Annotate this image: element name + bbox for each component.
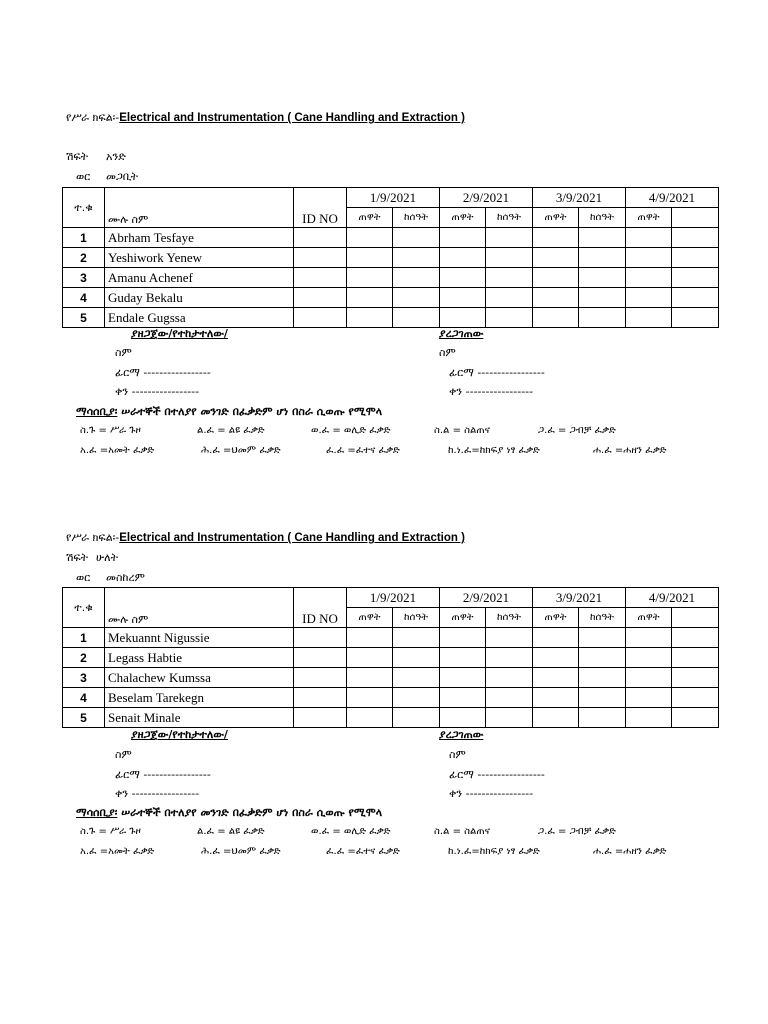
- col-header-no: ተ.ቁ: [63, 588, 105, 628]
- table-row: [63, 228, 719, 248]
- id-cell[interactable]: [294, 708, 347, 728]
- attendance-cell[interactable]: [533, 268, 579, 288]
- table-row: [63, 668, 719, 688]
- prepared-by-title: ያዘጋጀው/የተከታተለው/: [131, 728, 228, 741]
- employee-name: Guday Bekalu: [105, 288, 294, 308]
- month-value: መስከረም: [106, 571, 145, 584]
- department-line: [66, 531, 465, 545]
- date-header: 4/9/2021: [626, 588, 719, 608]
- date-header: 3/9/2021: [533, 588, 626, 608]
- attendance-cell[interactable]: [486, 228, 533, 248]
- legend-item: አ.ፈ =አመት ፈቃድ: [80, 846, 155, 857]
- employee-name: Senait Minale: [105, 708, 294, 728]
- attendance-cell[interactable]: [579, 688, 626, 708]
- prepared-by-name: ስም: [115, 748, 132, 761]
- id-cell[interactable]: [294, 288, 347, 308]
- verified-by-signature: ፊርማ -----------------: [449, 768, 545, 781]
- attendance-cell[interactable]: [672, 668, 719, 688]
- employee-name: Beselam Tarekegn: [105, 688, 294, 708]
- note-label: ማሳሰቢያ፡: [76, 405, 118, 418]
- date-header: 2/9/2021: [440, 588, 533, 608]
- sub-header-afternoon: [672, 208, 719, 228]
- attendance-cell[interactable]: [347, 248, 393, 268]
- sub-header-afternoon: ከሰዓት: [579, 208, 626, 228]
- date-header: 3/9/2021: [533, 188, 626, 208]
- row-number: 5: [63, 308, 105, 328]
- sub-header-morning: ጠዋት: [440, 608, 486, 628]
- row-number: 1: [63, 228, 105, 248]
- attendance-cell[interactable]: [440, 628, 486, 648]
- legend-item: ስ.ጉ = ሥራ ጉዞ: [80, 425, 141, 436]
- legend-item: ል.ፈ = ልዩ ፈቃድ: [197, 425, 265, 436]
- attendance-cell[interactable]: [486, 248, 533, 268]
- employee-name: Chalachew Kumssa: [105, 668, 294, 688]
- attendance-cell[interactable]: [626, 648, 672, 668]
- attendance-cell[interactable]: [486, 668, 533, 688]
- note-line: [76, 405, 382, 419]
- attendance-cell[interactable]: [440, 268, 486, 288]
- legend-item: ል.ፈ = ልዩ ፈቃድ: [197, 826, 265, 837]
- row-number: 3: [63, 668, 105, 688]
- table-row: [63, 248, 719, 268]
- attendance-cell[interactable]: [347, 668, 393, 688]
- attendance-cell[interactable]: [440, 228, 486, 248]
- shift-value: አንድ: [106, 150, 126, 163]
- legend-item: ሕ.ፈ =ህመም ፈቃድ: [201, 445, 281, 456]
- attendance-cell[interactable]: [347, 688, 393, 708]
- attendance-cell[interactable]: [486, 308, 533, 328]
- verified-by-title: ያረጋገጠው: [439, 327, 484, 340]
- department-name: Electrical and Instrumentation ( Cane Handling and Extraction ): [119, 532, 465, 544]
- department-prefix: የሥራ ክፍል፡-: [66, 531, 120, 544]
- attendance-cell[interactable]: [672, 688, 719, 708]
- attendance-cell[interactable]: [486, 268, 533, 288]
- sub-header-morning: ጠዋት: [533, 608, 579, 628]
- id-cell[interactable]: [294, 308, 347, 328]
- id-cell[interactable]: [294, 628, 347, 648]
- verified-by-date: ቀን -----------------: [449, 385, 534, 398]
- legend-item: ጋ.ፈ = ጋብቻ ፈቃድ: [538, 425, 616, 436]
- attendance-cell[interactable]: [393, 228, 440, 248]
- legend-item: ከ.ነ.ፈ=ከክፍያ ነፃ ፈቃድ: [448, 846, 540, 857]
- employee-name: Endale Gugssa: [105, 308, 294, 328]
- month-label: ወር: [76, 571, 91, 584]
- attendance-cell[interactable]: [393, 688, 440, 708]
- attendance-cell[interactable]: [579, 648, 626, 668]
- id-cell[interactable]: [294, 688, 347, 708]
- attendance-cell[interactable]: [440, 308, 486, 328]
- employee-name: Yeshiwork Yenew: [105, 248, 294, 268]
- attendance-cell[interactable]: [672, 308, 719, 328]
- prepared-by-name: ስም: [115, 346, 132, 359]
- legend-item: ሐ.ፈ =ሐዘን ፈቃድ: [593, 445, 667, 456]
- verified-by-signature: ፊርማ -----------------: [449, 366, 545, 379]
- attendance-cell[interactable]: [486, 628, 533, 648]
- prepared-by-title: ያዘጋጀው/የተከታተለው/: [131, 327, 228, 340]
- verified-by-name: ስም: [449, 748, 466, 761]
- legend-item: ሐ.ፈ =ሐዘን ፈቃድ: [593, 846, 667, 857]
- note-line: [76, 806, 382, 820]
- attendance-cell[interactable]: [533, 228, 579, 248]
- attendance-cell[interactable]: [393, 268, 440, 288]
- legend-item: ወ.ፈ = ወሊድ ፈቃድ: [311, 425, 391, 436]
- note-text: ሠራተኞች በተለያየ መንገድ በፈቃድም ሆነ በስራ ሲወጡ የሚሞላ: [117, 806, 383, 819]
- attendance-cell[interactable]: [579, 248, 626, 268]
- attendance-cell[interactable]: [533, 688, 579, 708]
- note-text: ሠራተኞች በተለያየ መንገድ በፈቃድም ሆነ በስራ ሲወጡ የሚሞላ: [117, 405, 383, 418]
- row-number: 2: [63, 248, 105, 268]
- attendance-cell[interactable]: [393, 248, 440, 268]
- attendance-table: [62, 587, 719, 728]
- attendance-cell[interactable]: [672, 228, 719, 248]
- table-row: [63, 648, 719, 668]
- date-header: 1/9/2021: [347, 188, 440, 208]
- col-header-no: ተ.ቁ: [63, 188, 105, 228]
- prepared-by-signature: ፊርማ -----------------: [115, 768, 211, 781]
- legend-item: አ.ፈ =አመት ፈቃድ: [80, 445, 155, 456]
- department-prefix: የሥራ ክፍል፡-: [66, 111, 120, 124]
- date-header: 2/9/2021: [440, 188, 533, 208]
- attendance-cell[interactable]: [533, 648, 579, 668]
- sub-header-afternoon: ከሰዓት: [393, 608, 440, 628]
- date-header: 4/9/2021: [626, 188, 719, 208]
- attendance-cell[interactable]: [626, 308, 672, 328]
- sub-header-afternoon: ከሰዓት: [486, 608, 533, 628]
- table-row: [63, 688, 719, 708]
- attendance-cell[interactable]: [347, 288, 393, 308]
- attendance-cell[interactable]: [347, 628, 393, 648]
- attendance-cell[interactable]: [393, 308, 440, 328]
- attendance-cell[interactable]: [533, 308, 579, 328]
- attendance-cell[interactable]: [440, 668, 486, 688]
- sub-header-afternoon: [672, 608, 719, 628]
- attendance-cell[interactable]: [672, 268, 719, 288]
- row-number: 3: [63, 268, 105, 288]
- attendance-cell[interactable]: [347, 708, 393, 728]
- id-cell[interactable]: [294, 228, 347, 248]
- row-number: 5: [63, 708, 105, 728]
- attendance-cell[interactable]: [626, 268, 672, 288]
- month-value: መጋቢት: [106, 170, 139, 183]
- attendance-cell[interactable]: [579, 668, 626, 688]
- legend-item: ወ.ፈ = ወሊድ ፈቃድ: [311, 826, 391, 837]
- verified-by-name: ስም: [439, 346, 456, 359]
- attendance-cell[interactable]: [579, 308, 626, 328]
- department-name: Electrical and Instrumentation ( Cane Handling and Extraction ): [119, 112, 465, 124]
- legend-item: ስ.ል = ስልጠና: [434, 425, 490, 436]
- sub-header-morning: ጠዋት: [440, 208, 486, 228]
- attendance-cell[interactable]: [533, 248, 579, 268]
- table-row: [63, 308, 719, 328]
- attendance-cell[interactable]: [486, 688, 533, 708]
- legend-item: ስ.ል = ስልጠና: [434, 826, 490, 837]
- shift-value: ሁለት: [96, 551, 118, 564]
- attendance-cell[interactable]: [393, 708, 440, 728]
- attendance-cell[interactable]: [347, 268, 393, 288]
- shift-label: ሽፍት: [66, 551, 89, 564]
- attendance-cell[interactable]: [347, 308, 393, 328]
- sub-header-afternoon: ከሰዓት: [486, 208, 533, 228]
- attendance-cell[interactable]: [393, 668, 440, 688]
- col-header-id: ID NO: [294, 588, 347, 628]
- attendance-cell[interactable]: [533, 628, 579, 648]
- id-cell[interactable]: [294, 668, 347, 688]
- employee-name: Legass Habtie: [105, 648, 294, 668]
- attendance-cell[interactable]: [672, 288, 719, 308]
- attendance-cell[interactable]: [626, 668, 672, 688]
- date-header: 1/9/2021: [347, 588, 440, 608]
- prepared-by-date: ቀን -----------------: [115, 787, 200, 800]
- attendance-cell[interactable]: [440, 688, 486, 708]
- table-row: [63, 628, 719, 648]
- id-cell[interactable]: [294, 268, 347, 288]
- legend-item: ፈ.ፈ =ፈተና ፈቃድ: [326, 846, 400, 857]
- employee-name: Abrham Tesfaye: [105, 228, 294, 248]
- sub-header-morning: ጠዋት: [347, 608, 393, 628]
- employee-name: Amanu Achenef: [105, 268, 294, 288]
- attendance-cell[interactable]: [347, 228, 393, 248]
- department-line: [66, 111, 465, 125]
- id-cell[interactable]: [294, 648, 347, 668]
- attendance-cell[interactable]: [440, 288, 486, 308]
- col-header-name: ሙሉ ስም: [105, 188, 294, 228]
- sub-header-morning: ጠዋት: [347, 208, 393, 228]
- attendance-cell[interactable]: [393, 628, 440, 648]
- legend-item: ከ.ነ.ፈ=ከክፍያ ነፃ ፈቃድ: [448, 445, 540, 456]
- sub-header-morning: ጠዋት: [533, 208, 579, 228]
- legend-item: ስ.ጉ = ሥራ ጉዞ: [80, 826, 141, 837]
- attendance-cell[interactable]: [672, 248, 719, 268]
- attendance-cell[interactable]: [626, 288, 672, 308]
- attendance-cell[interactable]: [393, 288, 440, 308]
- attendance-cell[interactable]: [579, 628, 626, 648]
- table-row: [63, 708, 719, 728]
- note-label: ማሳሰቢያ፡: [76, 806, 118, 819]
- row-number: 2: [63, 648, 105, 668]
- month-label: ወር: [76, 170, 91, 183]
- shift-label: ሽፍት: [66, 150, 89, 163]
- sub-header-afternoon: ከሰዓት: [579, 608, 626, 628]
- attendance-cell[interactable]: [533, 708, 579, 728]
- attendance-cell[interactable]: [440, 248, 486, 268]
- col-header-id: ID NO: [294, 188, 347, 228]
- sub-header-morning: ጠዋት: [626, 208, 672, 228]
- attendance-cell[interactable]: [533, 288, 579, 308]
- attendance-cell[interactable]: [626, 628, 672, 648]
- attendance-cell[interactable]: [393, 648, 440, 668]
- row-number: 4: [63, 688, 105, 708]
- table-row: [63, 288, 719, 308]
- table-row: [63, 268, 719, 288]
- attendance-table: [62, 187, 719, 328]
- attendance-cell[interactable]: [486, 648, 533, 668]
- attendance-cell[interactable]: [672, 648, 719, 668]
- attendance-cell[interactable]: [579, 708, 626, 728]
- attendance-cell[interactable]: [347, 648, 393, 668]
- attendance-cell[interactable]: [440, 708, 486, 728]
- legend-item: ሕ.ፈ =ህመም ፈቃድ: [201, 846, 281, 857]
- verified-by-title: ያረጋገጠው: [439, 728, 484, 741]
- attendance-cell[interactable]: [486, 288, 533, 308]
- attendance-cell[interactable]: [626, 708, 672, 728]
- prepared-by-date: ቀን -----------------: [115, 385, 200, 398]
- attendance-cell[interactable]: [579, 228, 626, 248]
- attendance-cell[interactable]: [533, 668, 579, 688]
- sub-header-morning: ጠዋት: [626, 608, 672, 628]
- attendance-cell[interactable]: [579, 268, 626, 288]
- col-header-name: ሙሉ ስም: [105, 588, 294, 628]
- attendance-cell[interactable]: [626, 248, 672, 268]
- attendance-cell[interactable]: [672, 628, 719, 648]
- row-number: 4: [63, 288, 105, 308]
- verified-by-date: ቀን -----------------: [449, 787, 534, 800]
- attendance-cell[interactable]: [626, 228, 672, 248]
- employee-name: Mekuannt Nigussie: [105, 628, 294, 648]
- id-cell[interactable]: [294, 248, 347, 268]
- row-number: 1: [63, 628, 105, 648]
- prepared-by-signature: ፊርማ -----------------: [115, 366, 211, 379]
- attendance-cell[interactable]: [440, 648, 486, 668]
- attendance-cell[interactable]: [579, 288, 626, 308]
- legend-item: ፈ.ፈ =ፈተና ፈቃድ: [326, 445, 400, 456]
- legend-item: ጋ.ፈ = ጋብቻ ፈቃድ: [538, 826, 616, 837]
- attendance-cell[interactable]: [672, 708, 719, 728]
- sub-header-afternoon: ከሰዓት: [393, 208, 440, 228]
- attendance-cell[interactable]: [486, 708, 533, 728]
- attendance-cell[interactable]: [626, 688, 672, 708]
